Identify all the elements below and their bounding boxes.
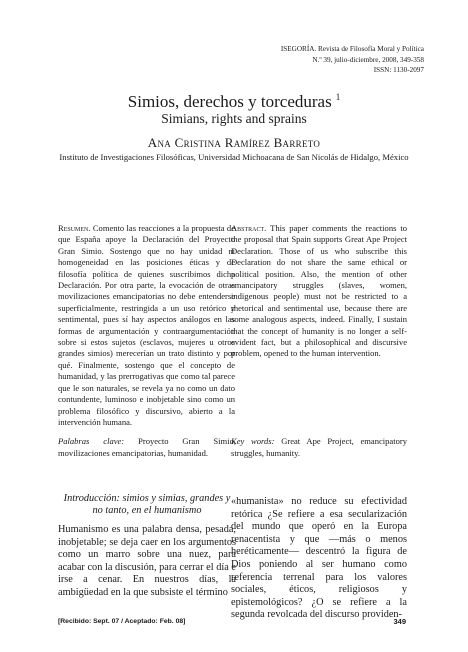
keywords-english <box>231 436 407 459</box>
body-column-left: Humanismo es una palabra densa, pesada, inobjetable; se deja caer en los argumentos como un marro sobre una nuez, para acabar con la discusión, para cerrar el día e irse a cenar. En nuestros días, la ambigüedad en la que subsiste el término <box>58 524 236 598</box>
author-name: Ana Cristina Ramírez Barreto <box>147 135 321 150</box>
journal-header <box>281 44 424 76</box>
title-footnote-mark[interactable]: 1 <box>335 92 341 102</box>
keywords-en-text: Great Ape Project, emancipatory struggles, humanity. <box>231 436 407 458</box>
abstract-spanish <box>58 223 235 428</box>
article-subtitle: Simians, rights and sprains <box>161 111 307 126</box>
author-affiliation: Instituto de Investigaciones Filosóficas, Universidad Michoacana de San Nicolás de Hidalgo, México <box>59 152 409 162</box>
body-column-right: «humanista» no reduce su efectividad retórica ¿Se refiere a esa secularización del mundo que operó en la Europa renacentista y que —más o menos heréticamente— descentró la figura de Dios poniendo al ser humano como referencia terrenal para los valores sociales, éticos, religiosos y epistemológicos? ¿O se refiere a la segunda revolcada del discurso providen- <box>231 496 407 621</box>
article-title <box>0 87 468 112</box>
keywords-es-label: Palabras clave: <box>58 436 125 446</box>
keywords-spanish <box>58 436 236 459</box>
abstract-es-label: Resumen. <box>58 223 91 233</box>
keywords-es-text: Proyecto Gran Simio, movilizaciones emancipatorias, humanidad. <box>58 436 236 458</box>
page-number: 349 <box>393 617 406 626</box>
journal-issn: ISSN: 1130-2097 <box>373 66 424 74</box>
journal-issue: N.º 39, julio-diciembre, 2008, 349-358 <box>312 55 424 64</box>
keywords-en-label: Key words: <box>231 436 275 446</box>
article-title-text: Simios, derechos y torceduras <box>127 92 332 111</box>
received-accepted-note: [Recibido: Sept. 07 / Aceptado: Feb. 08] <box>58 618 186 625</box>
abstract-es-text: Comento las reacciones a la propuesta de que España apoye la Declaración del Proyecto Gran Simio. Sostengo que no hay unidad ni homogeneidad en las posiciones éticas y de filosofía política de quienes suscribimos dicha Declaración. Por otra parte, la evocación de otras movilizaciones emancipatorias no debe entenderse superficialmente, restringida a un uso retórico y sentimental, pues sí hay aspectos análogos en las formas de argumentación y contraargumentación sobre si estos sujetos (esclavos, mujeres u otros grandes simios) merecerían un trato distinto y por qué. Finalmente, sostengo que el concepto de humanidad, y las prerrogativas que como tal parece que le son naturales, se revela ya no como un dato contundente, luminoso e inobjetable sino como un problema filosófico y discursivo, abierto a la intervención humana. <box>58 223 235 427</box>
abstract-english <box>231 223 407 360</box>
section-heading: Introducción: simios y simias, grandes y no tanto, en el humanismo <box>63 493 231 516</box>
journal-title: ISEGORÍA. Revista de Filosofía Moral y Política <box>280 45 424 53</box>
abstract-en-text: This paper comments the reactions to the proposal that Spain supports Great Ape Project Declaration. Those of us who subscribe this Declaration do not share the same ethical or political position. Also, the mention of other emancipatory struggles (slaves, women, indigenous people) must not be restricted to a rhetorical and sentimental use, because there are some analogous aspects, indeed. Finally, I sustain that the concept of humanity is no longer a self-evident fact, but a philosophical and discursive problem, opened to the human intervention. <box>231 223 407 359</box>
abstract-en-label: Abstract. <box>231 223 267 233</box>
